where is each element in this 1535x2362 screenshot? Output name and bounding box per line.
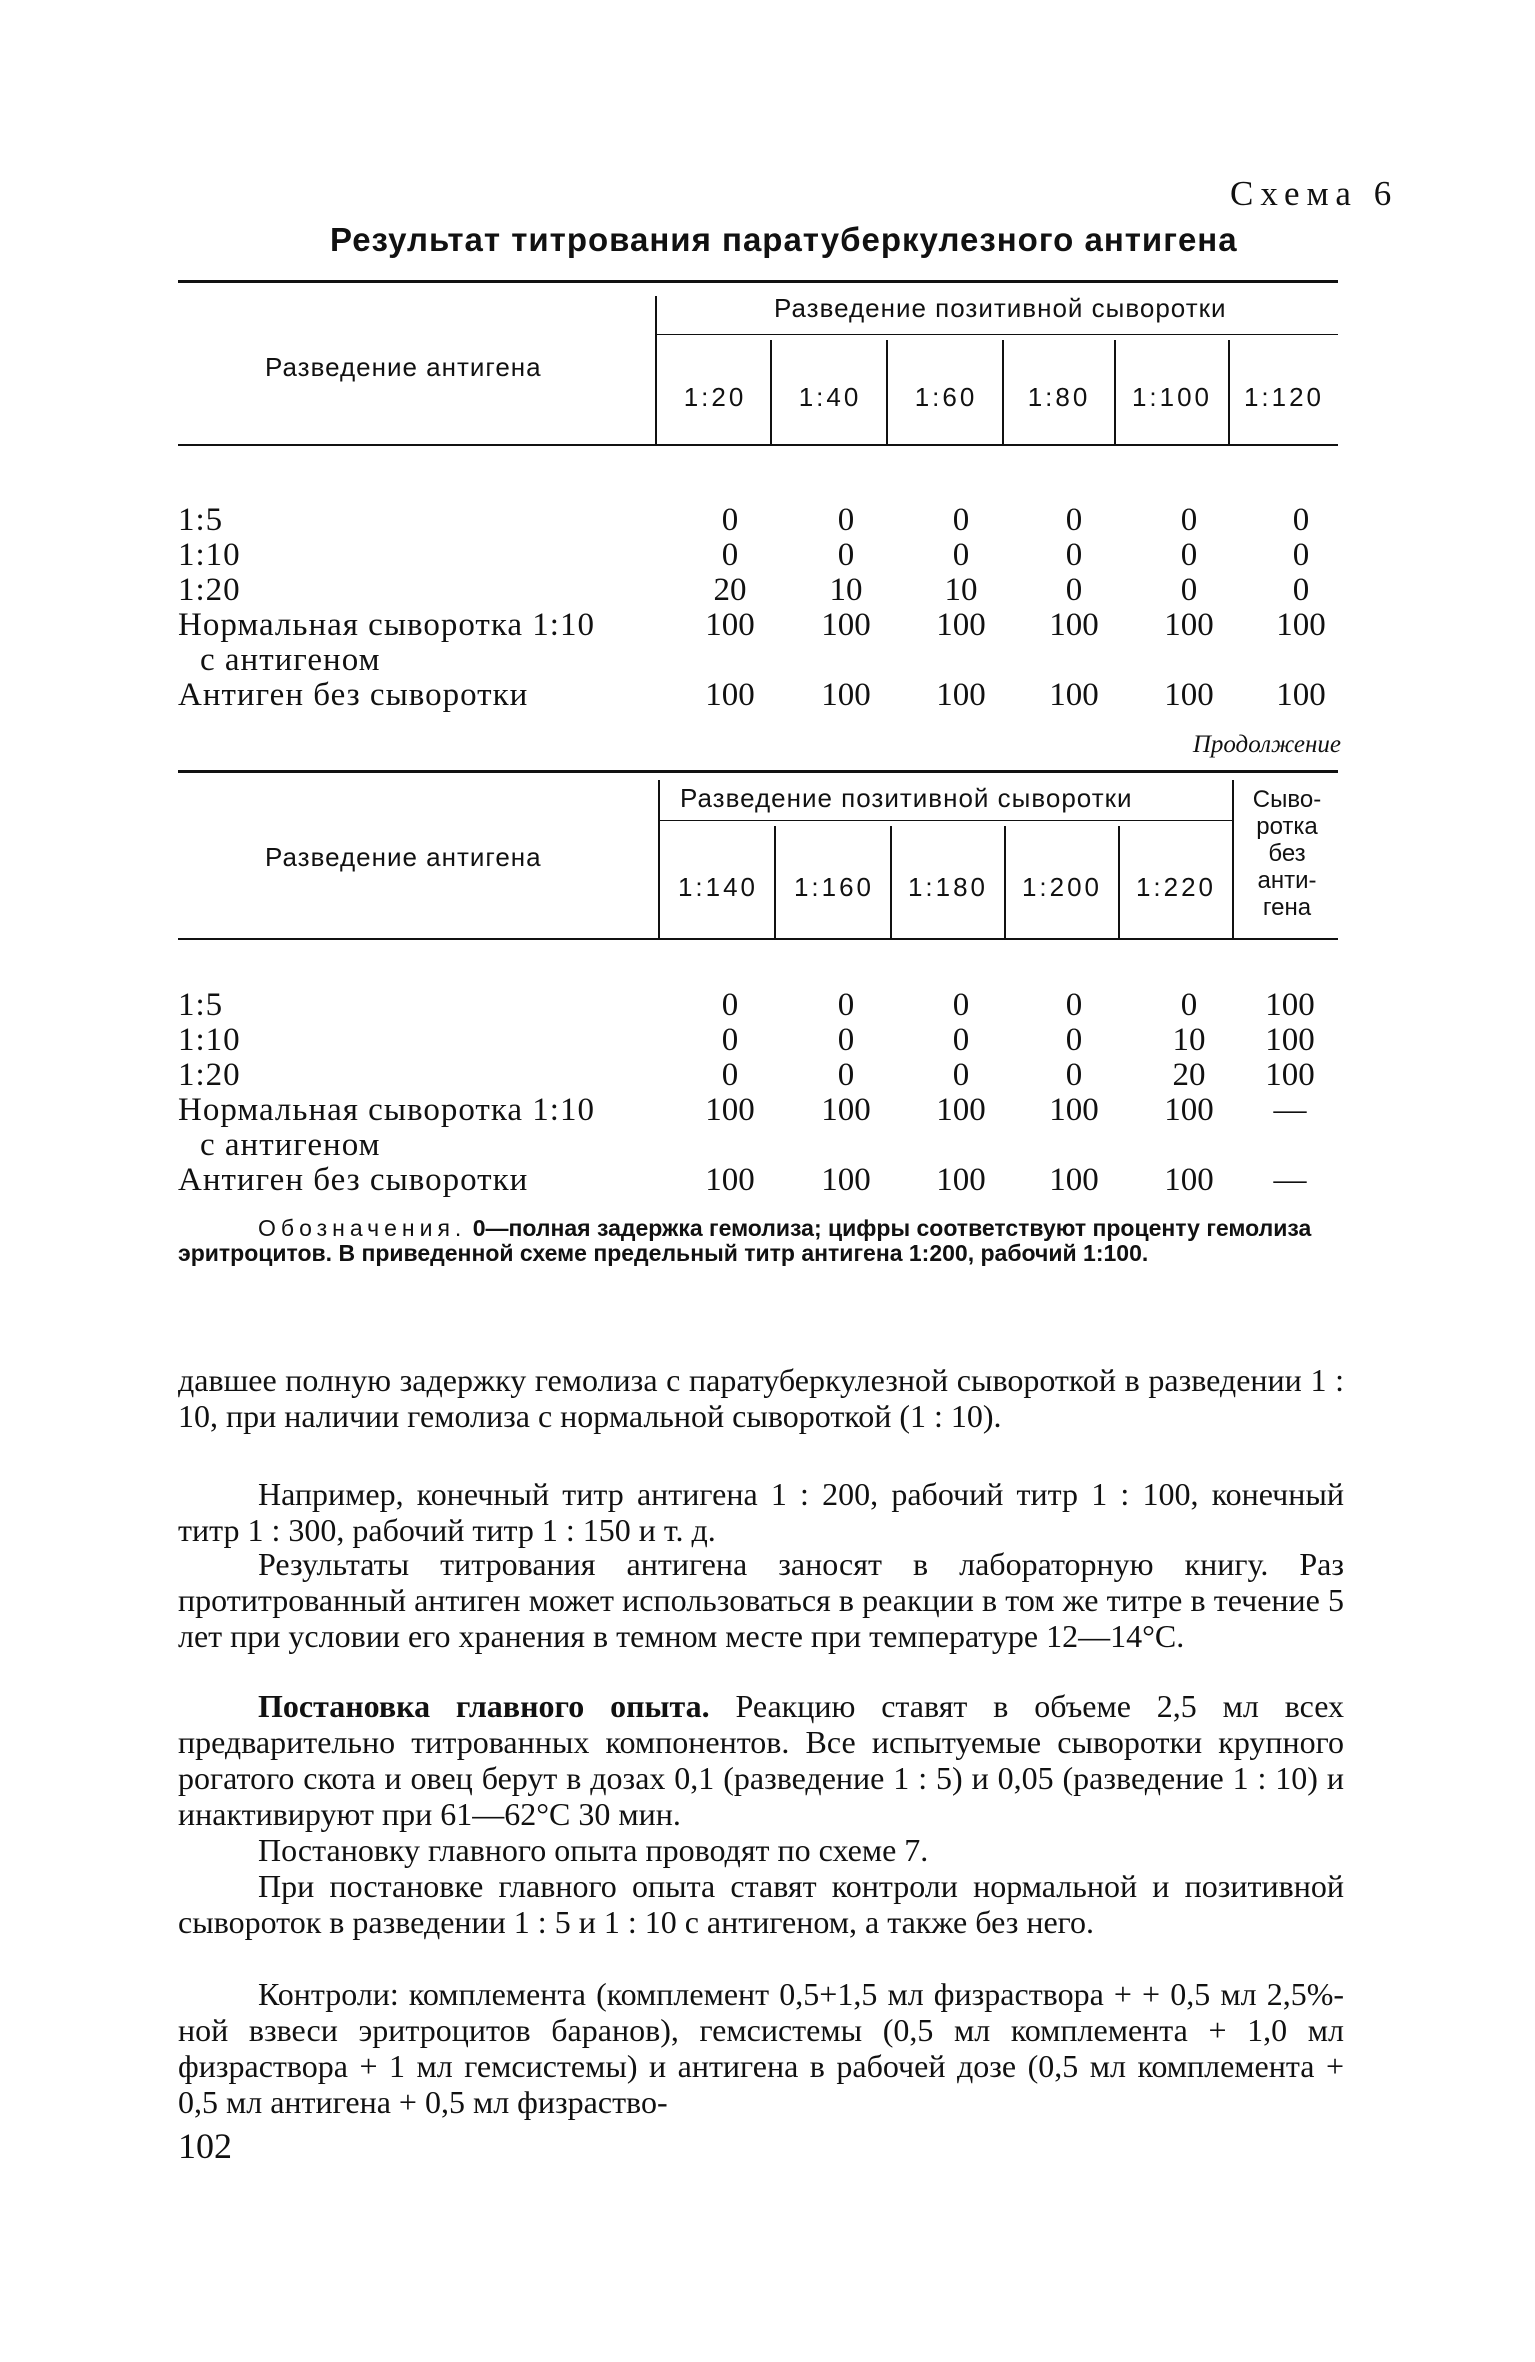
paragraph-text: Например, конечный титр антигена 1 : 200, рабочий титр 1 : 100, конечный титр 1 : 300, рабочий титр 1 : 150 и т. д. — [178, 1476, 1344, 1548]
header-line: Сыво- — [1252, 786, 1322, 813]
cell: 100 — [936, 1162, 986, 1198]
table2-col-header: 1:200 — [1021, 872, 1103, 902]
cell: 100 — [705, 677, 755, 713]
row-label: 1:10 — [178, 1022, 241, 1058]
cell: 0 — [837, 502, 855, 538]
cell: 0 — [1292, 572, 1310, 608]
row-label: Нормальная сыворотка 1:10 — [178, 607, 595, 643]
page-title: Результат титрования паратуберкулезного антигена — [330, 221, 1238, 258]
row-label: 1:10 — [178, 537, 241, 573]
cell: 100 — [1164, 1162, 1214, 1198]
table1-row-header: Разведение антигена — [265, 352, 542, 382]
paragraph-text: При постановке главного опыта ставят контроли нормальной и позитивной сывороток в разведении 1 : 5 и 1 : 10 с антигеном, а также без него. — [178, 1868, 1344, 1940]
table2-group-header: Разведение позитивной сыворотки — [680, 783, 1133, 813]
cell: 100 — [821, 677, 871, 713]
cell: 20 — [713, 572, 747, 608]
table1-col-header: 1:40 — [798, 382, 862, 412]
cell: 100 — [936, 1092, 986, 1128]
table1-col-divider — [886, 340, 888, 444]
cell: 100 — [1265, 1057, 1315, 1093]
cell: 0 — [721, 1057, 739, 1093]
table2-vline — [658, 780, 660, 938]
cell: 0 — [721, 537, 739, 573]
note-lead: Обозначения. — [258, 1215, 467, 1241]
scheme-label: Схема 6 — [1230, 174, 1399, 213]
row-label: 1:20 — [178, 572, 241, 608]
table2-extra-header — [1236, 786, 1338, 921]
cell: 100 — [1049, 1092, 1099, 1128]
note-text: 0—полная задержка гемолиза; цифры соответствуют проценту гемолиза эритроцитов. В приведенной схеме предельный титр антигена 1:200, рабочий 1:100. — [178, 1215, 1312, 1266]
cell: 0 — [1065, 572, 1083, 608]
table2-col-header: 1:180 — [907, 872, 989, 902]
cell: 0 — [837, 1057, 855, 1093]
header-line: без — [1268, 840, 1306, 867]
cell: 0 — [1180, 502, 1198, 538]
table1-bottom-rule — [178, 444, 1338, 446]
table1-col-header: 1:80 — [1027, 382, 1091, 412]
table2-top-rule — [178, 770, 1338, 773]
paragraph — [178, 1868, 1344, 1940]
continuation-label: Продолжение — [1192, 731, 1341, 758]
cell: 100 — [1265, 987, 1315, 1023]
table-note — [178, 1216, 1338, 1266]
cell: 100 — [1049, 607, 1099, 643]
paragraph — [178, 1976, 1344, 2120]
cell: 100 — [936, 607, 986, 643]
table1-group-header: Разведение позитивной сыворотки — [774, 293, 1227, 323]
paragraph-text: Результаты титрования антигена заносят в лабораторную книгу. Раз протитрованный антиген может использоваться в реакции в том же титре в течение 5 лет при условии его хранения в темном месте при температуре 12—14°С. — [178, 1546, 1344, 1654]
table1-col-header: 1:100 — [1131, 382, 1213, 412]
table2-group-rule — [658, 820, 1232, 821]
cell: 100 — [705, 1162, 755, 1198]
paragraph — [178, 1362, 1344, 1434]
row-label: Нормальная сыворотка 1:10 — [178, 1092, 595, 1128]
cell: 20 — [1172, 1057, 1206, 1093]
paragraph-text: Контроли: комплемента (комплемент 0,5+1,5 мл физраствора + + 0,5 мл 2,5%-ной взвеси эритроцитов баранов), гемсистемы (0,5 мл комплемента + 1,0 мл физраствора + 1 мл гемсистемы) и антигена в рабочей дозе (0,5 мл комплемента + 0,5 мл антигена + 0,5 мл физраство- — [178, 1976, 1344, 2120]
cell: 0 — [1180, 987, 1198, 1023]
cell: 0 — [837, 987, 855, 1023]
cell: 0 — [837, 1022, 855, 1058]
table1-col-header: 1:120 — [1243, 382, 1325, 412]
cell: 0 — [1180, 572, 1198, 608]
cell: 100 — [1164, 1092, 1214, 1128]
cell: 0 — [952, 987, 970, 1023]
paragraph-text: Постановку главного опыта проводят по схеме 7. — [258, 1832, 929, 1868]
table2-row-header: Разведение антигена — [265, 842, 542, 872]
cell: 100 — [1276, 607, 1326, 643]
cell: — — [1273, 1092, 1307, 1128]
cell: 100 — [821, 1162, 871, 1198]
cell: 100 — [1276, 677, 1326, 713]
cell: 100 — [1049, 677, 1099, 713]
paragraph — [178, 1546, 1344, 1654]
cell: 0 — [952, 537, 970, 573]
row-label: 1:20 — [178, 1057, 241, 1093]
cell: — — [1273, 1162, 1307, 1198]
cell: 100 — [705, 607, 755, 643]
table1-col-header: 1:20 — [683, 382, 747, 412]
paragraph-heading: Постановка главного опыта. — [258, 1688, 710, 1724]
paragraph-text: Реакцию ставят в объеме 2,5 мл всех предварительно титрованных компонентов. Все испытуемые сыворотки крупного рогатого скота и овец берут в дозах 0,1 (разведение 1 : 5) и 0,05 (разведение 1 : 10) и инактивируют при 61—62°С 30 мин. — [178, 1688, 1345, 1832]
cell: 0 — [952, 502, 970, 538]
cell: 0 — [952, 1022, 970, 1058]
cell: 0 — [1065, 537, 1083, 573]
table2-bottom-rule — [178, 938, 1338, 940]
paragraph — [178, 1476, 1344, 1548]
table1-col-header: 1:60 — [914, 382, 978, 412]
cell: 0 — [1065, 1022, 1083, 1058]
cell: 0 — [837, 537, 855, 573]
row-label: Антиген без сыворотки — [178, 677, 529, 713]
cell: 0 — [1292, 502, 1310, 538]
table2-col-header: 1:220 — [1135, 872, 1217, 902]
cell: 0 — [1065, 987, 1083, 1023]
cell: 10 — [829, 572, 863, 608]
paragraph — [178, 1688, 1344, 1832]
table1-group-rule — [655, 334, 1338, 335]
row-label: с антигеном — [200, 642, 381, 678]
row-label: 1:5 — [178, 502, 224, 538]
table1-top-rule — [178, 280, 1338, 283]
cell: 0 — [721, 502, 739, 538]
cell: 100 — [1049, 1162, 1099, 1198]
cell: 0 — [721, 987, 739, 1023]
cell: 10 — [944, 572, 978, 608]
row-label: Антиген без сыворотки — [178, 1162, 529, 1198]
table2-col-header: 1:160 — [793, 872, 875, 902]
cell: 0 — [1180, 537, 1198, 573]
cell: 0 — [1292, 537, 1310, 573]
header-line: ротка — [1256, 813, 1318, 840]
cell: 0 — [1065, 1057, 1083, 1093]
cell: 100 — [821, 607, 871, 643]
cell: 0 — [1065, 502, 1083, 538]
cell: 100 — [821, 1092, 871, 1128]
page-number: 102 — [178, 2126, 232, 2166]
row-label: с антигеном — [200, 1127, 381, 1163]
table1-col-divider — [770, 340, 772, 444]
cell: 100 — [705, 1092, 755, 1128]
table2-col-divider — [774, 826, 776, 938]
paragraph-text: давшее полную задержку гемолиза с паратуберкулезной сывороткой в разведении 1 : 10, при наличии гемолиза с нормальной сывороткой (1 : 10). — [178, 1362, 1344, 1434]
cell: 0 — [952, 1057, 970, 1093]
row-label: 1:5 — [178, 987, 224, 1023]
cell: 100 — [1265, 1022, 1315, 1058]
table1-vline — [655, 296, 657, 444]
cell: 100 — [1164, 677, 1214, 713]
cell: 0 — [721, 1022, 739, 1058]
table2-col-header: 1:140 — [677, 872, 759, 902]
header-line: анти- — [1257, 867, 1317, 894]
cell: 100 — [1164, 607, 1214, 643]
paragraph — [178, 1832, 1344, 1868]
table2-vline — [1232, 780, 1234, 938]
header-line: гена — [1262, 894, 1312, 921]
cell: 10 — [1172, 1022, 1206, 1058]
cell: 100 — [936, 677, 986, 713]
